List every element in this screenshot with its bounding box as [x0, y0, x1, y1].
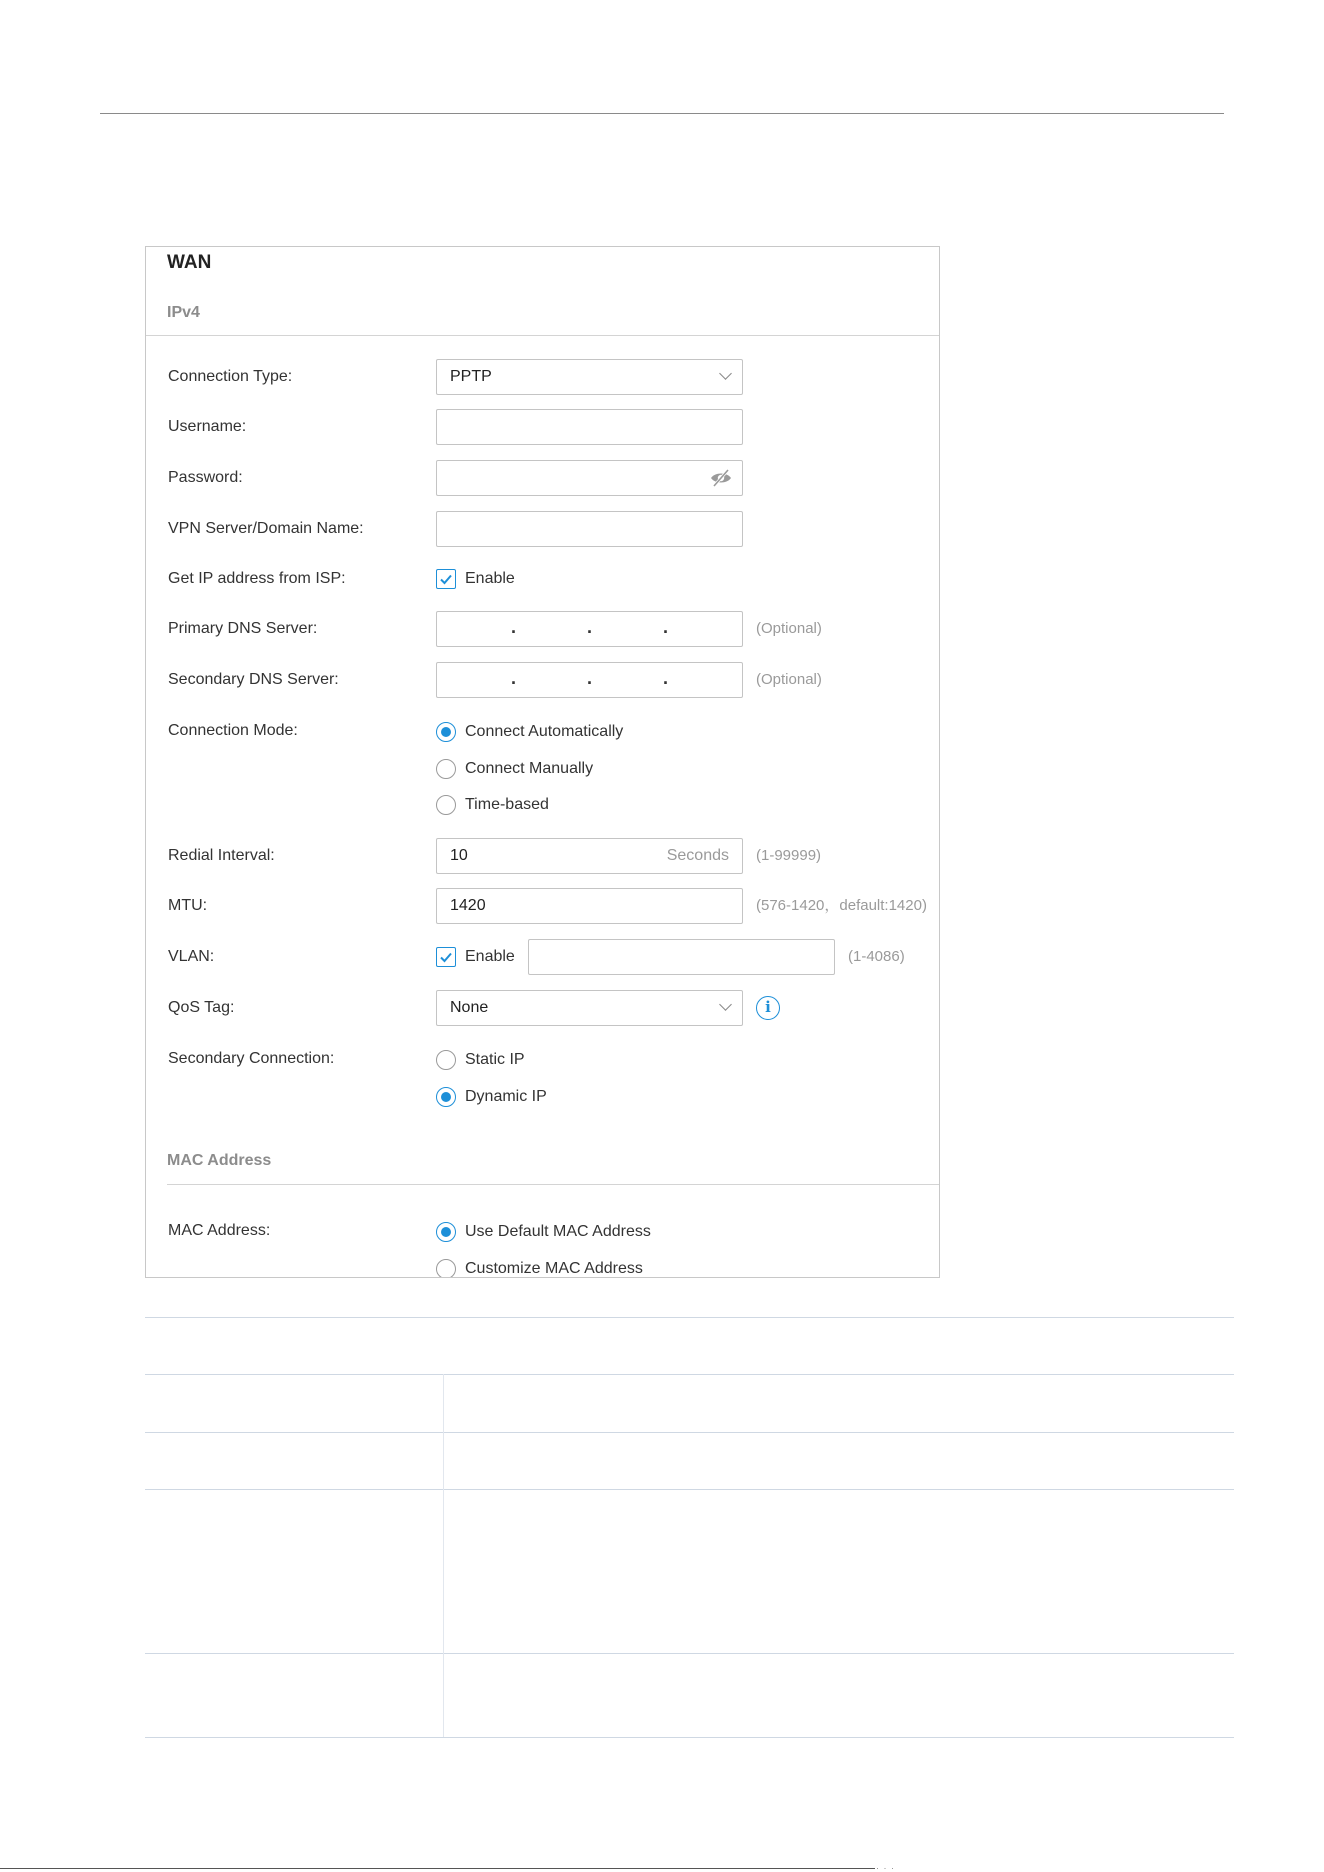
password-label: Password: — [168, 469, 243, 486]
mac-section-heading: MAC Address — [167, 1152, 272, 1169]
primary-dns-input[interactable] — [436, 611, 743, 647]
vpn-server-label: VPN Server/Domain Name: — [168, 520, 364, 537]
chevron-down-icon — [719, 367, 732, 380]
radio-unselected[interactable] — [436, 759, 456, 779]
secondary-dns-row — [146, 662, 940, 698]
vpn-server-input[interactable] — [436, 511, 743, 547]
password-row — [146, 460, 940, 496]
info-icon[interactable]: i — [756, 996, 780, 1020]
mtu-label: MTU: — [168, 897, 208, 914]
option-label: Dynamic IP — [465, 1088, 547, 1105]
ip-separator: . — [511, 617, 517, 637]
secondary-dns-label: Secondary DNS Server: — [168, 671, 339, 688]
page-footer-rule — [0, 1868, 875, 1869]
connection-mode-option-time[interactable] — [146, 787, 940, 823]
table-border — [145, 1374, 1234, 1375]
get-ip-label: Get IP address from ISP: — [168, 570, 346, 587]
panel-title: WAN — [167, 252, 212, 273]
qos-tag-row — [146, 990, 940, 1026]
radio-selected[interactable] — [436, 722, 456, 742]
get-ip-enable-checkbox[interactable] — [436, 569, 456, 589]
ip-separator: . — [511, 668, 517, 688]
table-border — [145, 1432, 1234, 1433]
vlan-label: VLAN: — [168, 948, 215, 965]
connection-mode-option-auto[interactable] — [146, 714, 940, 750]
option-label: Customize MAC Address — [465, 1260, 643, 1277]
redial-interval-value: 10 — [450, 847, 468, 864]
page-header-rule — [100, 113, 1224, 114]
secondary-dns-input[interactable] — [436, 662, 743, 698]
ip-separator: . — [663, 617, 669, 637]
get-ip-enable-label: Enable — [465, 570, 515, 587]
wan-settings-panel — [145, 246, 940, 1278]
secondary-connection-option-static[interactable] — [146, 1042, 940, 1078]
vlan-enable-checkbox[interactable] — [436, 947, 456, 967]
ip-separator: . — [663, 668, 669, 688]
redial-interval-hint: (1-99999) — [756, 847, 822, 864]
option-label: Connect Manually — [465, 760, 594, 777]
page-footer-mark: · · · — [876, 1863, 895, 1872]
connection-mode-option-manual[interactable] — [146, 751, 940, 787]
username-row — [146, 409, 940, 445]
ip-separator: . — [587, 617, 593, 637]
qos-tag-select[interactable] — [436, 990, 743, 1026]
table-column-divider — [443, 1374, 444, 1737]
mtu-input[interactable] — [436, 888, 743, 924]
get-ip-row — [146, 561, 940, 597]
mtu-value: 1420 — [450, 897, 486, 914]
mtu-row — [146, 888, 940, 924]
primary-dns-label: Primary DNS Server: — [168, 620, 318, 637]
ipv4-section-heading: IPv4 — [167, 304, 200, 321]
option-label: Time-based — [465, 796, 549, 813]
vlan-hint: (1-4086) — [848, 948, 905, 965]
mac-address-label: MAC Address: — [168, 1222, 271, 1239]
mac-option-default[interactable] — [146, 1214, 940, 1250]
table-border — [145, 1653, 1234, 1654]
redial-interval-label: Redial Interval: — [168, 847, 275, 864]
table-border — [145, 1317, 1234, 1318]
vlan-row — [146, 939, 940, 975]
radio-unselected[interactable] — [436, 1050, 456, 1070]
qos-tag-label: QoS Tag: — [168, 999, 235, 1016]
ip-separator: . — [587, 668, 593, 688]
table-border — [145, 1489, 1234, 1490]
redial-interval-input[interactable] — [436, 838, 743, 874]
chevron-down-icon — [719, 998, 732, 1011]
option-label: Connect Automatically — [465, 723, 624, 740]
ipv4-section-divider — [146, 335, 940, 336]
secondary-dns-hint: (Optional) — [756, 671, 822, 688]
username-label: Username: — [168, 418, 247, 435]
radio-unselected[interactable] — [436, 795, 456, 815]
vpn-server-row — [146, 511, 940, 547]
primary-dns-hint: (Optional) — [756, 620, 822, 637]
vlan-enable-label: Enable — [465, 948, 515, 965]
option-label: Use Default MAC Address — [465, 1223, 651, 1240]
secondary-connection-label: Secondary Connection: — [168, 1050, 335, 1067]
mtu-hint: (576-1420，default:1420) — [756, 897, 927, 914]
option-label: Static IP — [465, 1051, 525, 1068]
connection-type-row — [146, 359, 940, 395]
mac-option-customize[interactable] — [146, 1251, 940, 1278]
mac-section-divider — [167, 1184, 940, 1185]
qos-tag-value: None — [450, 999, 489, 1016]
secondary-connection-option-dynamic[interactable] — [146, 1079, 940, 1115]
connection-type-value: PPTP — [450, 368, 492, 385]
redial-interval-unit: Seconds — [666, 847, 729, 864]
redial-interval-row — [146, 838, 940, 874]
vlan-id-input[interactable] — [528, 939, 835, 975]
connection-mode-label: Connection Mode: — [168, 722, 298, 739]
radio-selected[interactable] — [436, 1087, 456, 1107]
radio-unselected[interactable] — [436, 1259, 456, 1278]
eye-slash-icon[interactable] — [709, 468, 733, 493]
password-input[interactable] — [436, 460, 743, 496]
radio-selected[interactable] — [436, 1222, 456, 1242]
username-input[interactable] — [436, 409, 743, 445]
table-border — [145, 1737, 1234, 1738]
primary-dns-row — [146, 611, 940, 647]
connection-type-label: Connection Type: — [168, 368, 293, 385]
connection-type-select[interactable] — [436, 359, 743, 395]
